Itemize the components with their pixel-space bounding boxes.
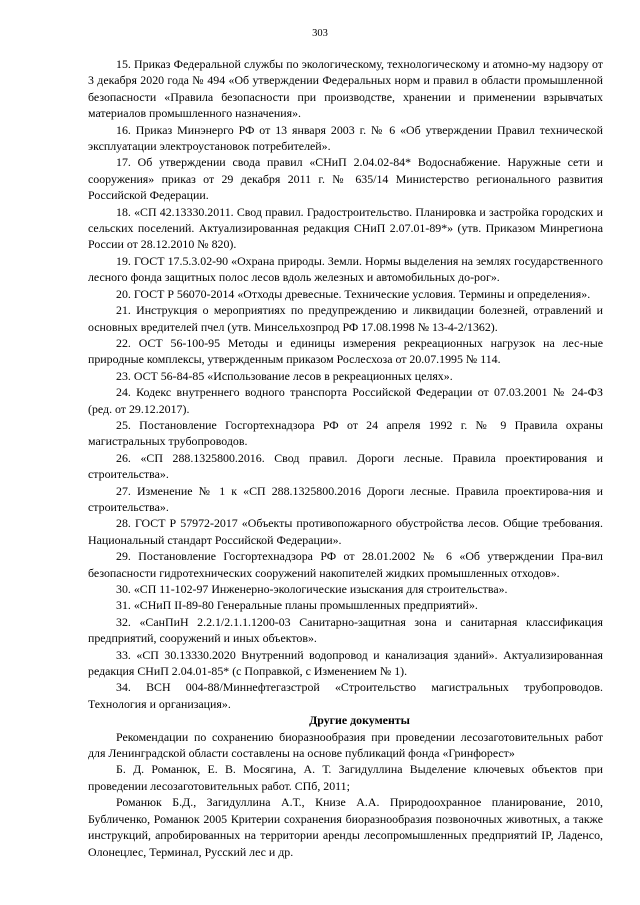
section-heading-other-documents: Другие документы <box>309 713 410 728</box>
reference-item: 23. ОСТ 56-84-85 «Использование лесов в рекреационных целях». <box>116 368 453 383</box>
reference-item: 31. «СНиП II-89-80 Генеральные планы промышленных предприятий». <box>116 598 478 613</box>
other-document-paragraph: Рекомендации по сохранению биоразнообразия при проведении лесозаготовительных работ для Ленинградской области составлены на основе публикаций фонда «Гринфорест» <box>88 729 603 761</box>
reference-item: 22. ОСТ 56-100-95 Методы и единицы измерения рекреационных нагрузок на лес-ные природные комплексы, утвержденным приказом Рослесхоза от 20.07.1995 № 114. <box>88 335 603 367</box>
other-document-paragraph: Романюк Б.Д., Загидуллина А.Т., Книзе А.А. Природоохранное планирование, 2010, Бубличенко, Романюк 2005 Критерии сохранения биоразнообразия позвоночных животных, а также инструкций, апробированных на территории аренды лесопромышленных предприятий IP, Ладенсо, Олонецлес, Терминал, Русский лес и др. <box>88 795 603 859</box>
reference-item: 32. «СанПиН 2.2.1/2.1.1.1200-03 Санитарно-защитная зона и санитарная классификация предприятий, сооружений и иных объектов». <box>88 614 603 646</box>
reference-item: 21. Инструкция о мероприятиях по предупреждению и ликвидации болезней, отравлений и основных вредителей пчел (утв. Минсельхозпрод РФ 17.08.1998 № 13-4-2/1362). <box>88 303 603 334</box>
reference-item: 28. ГОСТ Р 57972-2017 «Объекты противопожарного обустройства лесов. Общие требования. Национальный стандарт Российской Федерации». <box>88 516 603 547</box>
page-number: 303 <box>312 28 328 39</box>
reference-item: 24. Кодекс внутреннего водного транспорта Российской Федерации от 07.03.2001 № 24-ФЗ (ред. от 29.12.2017). <box>88 385 603 416</box>
reference-item: 27. Изменение № 1 к «СП 288.1325800.2016 Дороги лесные. Правила проектирова-ния и строительства». <box>88 483 603 514</box>
reference-item: 25. Постановление Госгортехнадзора РФ от 24 апреля 1992 г. № 9 Правила охраны магистральных трубопроводов. <box>88 417 603 449</box>
reference-item: 20. ГОСТ Р 56070-2014 «Отходы древесные. Технические условия. Термины и определения». <box>116 286 591 301</box>
reference-item: 26. «СП 288.1325800.2016. Свод правил. Дороги лесные. Правила проектирования и строительства». <box>88 450 603 482</box>
reference-item: 16. Приказ Минэнерго РФ от 13 января 2003 г. № 6 «Об утверждении Правил технической эксплуатации электроустановок потребителей». <box>88 122 603 154</box>
document-body <box>88 56 603 860</box>
reference-item: 17. Об утверждении свода правил «СНиП 2.04.02-84* Водоснабжение. Наружные сети и сооружения» приказ от 29 декабря 2011 г. № 635/14 Министерство регионального развития Российской Федерации. <box>88 155 603 203</box>
other-documents-list <box>88 729 603 860</box>
reference-item: 29. Постановление Госгортехнадзора РФ от 28.01.2002 № 6 «Об утверждении Пра-вил безопасности гидротехнических сооружений накопителей жидких промышленных отходов». <box>88 549 603 580</box>
reference-item: 34. ВСН 004-88/Миннефтегазстрой «Строительство магистральных трубопроводов. Технология и организация». <box>88 680 603 711</box>
reference-item: 15. Приказ Федеральной службы по экологическому, технологическому и атомно-му надзору от 3 декабря 2020 года № 494 «Об утверждении Федеральных норм и правил в области промышленной безопасности «Правила безопасности при производстве, хранении и применении взрывчатых материалов промышленного назначения». <box>88 57 603 121</box>
reference-item: 18. «СП 42.13330.2011. Свод правил. Градостроительство. Планировка и застройка городских и сельских поселений. Актуализированная редакция СНиП 2.07.01-89*» (утв. Приказом Минрегиона России от 28.12.2010 № 820). <box>88 204 603 252</box>
reference-item: 19. ГОСТ 17.5.3.02-90 «Охрана природы. Земли. Нормы выделения на землях государственного лесного фонда защитных полос лесов вдоль железных и автомобильных до-рог». <box>88 253 603 285</box>
reference-list <box>88 56 603 712</box>
reference-item: 33. «СП 30.13330.2020 Внутренний водопровод и канализация зданий». Актуализированная редакция СНиП 2.04.01-85* (с Поправкой, с Изменением № 1). <box>88 647 603 679</box>
other-document-paragraph: Б. Д. Романюк, Е. В. Мосягина, А. Т. Загидуллина Выделение ключевых объектов при проведении лесозаготовительных работ. СПб, 2011; <box>88 762 603 793</box>
reference-item: 30. «СП 11-102-97 Инженерно-экологические изыскания для строительства». <box>116 582 508 596</box>
